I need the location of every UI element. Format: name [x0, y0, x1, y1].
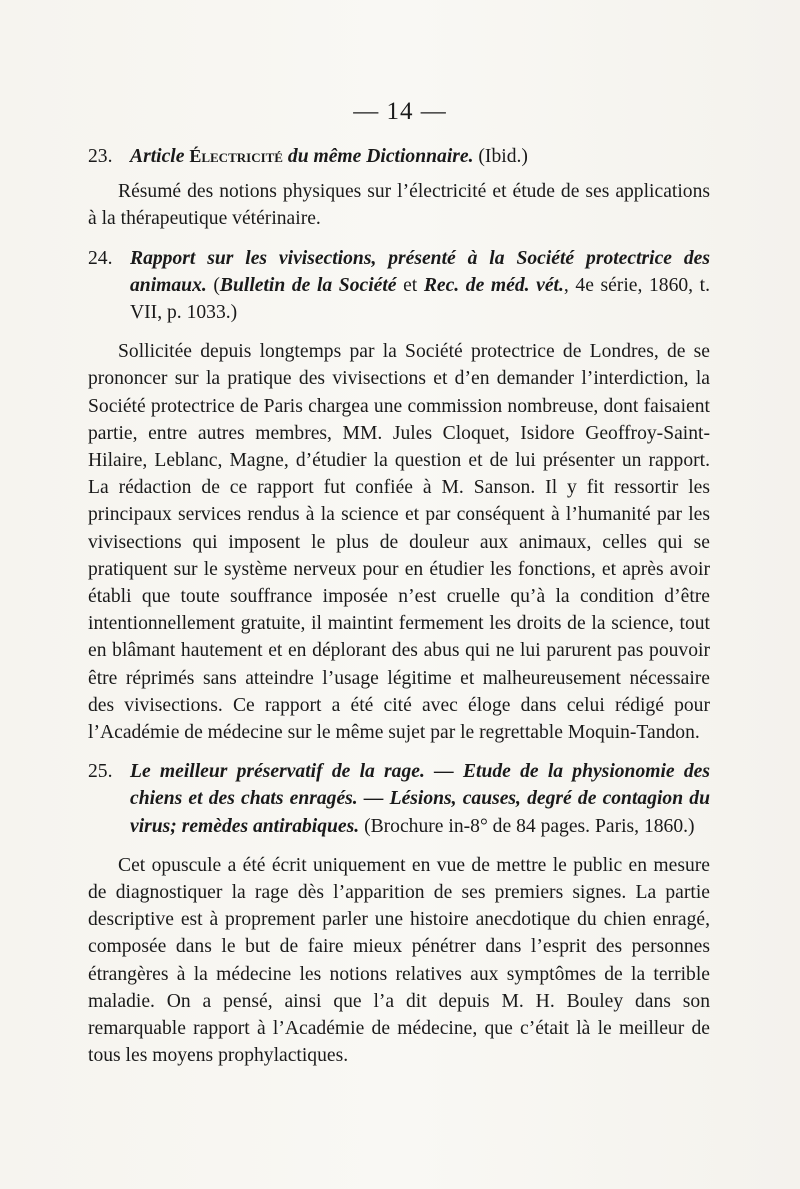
entry-title-italic-2: du même Dictionnaire. [287, 146, 474, 167]
entry-source: (Ibid.) [478, 146, 528, 167]
entry-source: (Brochure in-8° de 84 pages. Paris, 1860.) [364, 815, 695, 837]
entry-number: 25. [88, 761, 113, 783]
entry-source-plain-2: , 4e série, 1860, t. VII, p. 1033.) [130, 274, 711, 324]
entry-23-body: Résumé des notions physiques sur l’électricité et étude de ses applications à la thérapeutique vétérinaire. [88, 181, 710, 230]
entry-23-heading [88, 143, 710, 170]
entry-number: 23. [88, 146, 113, 167]
entry-source-italic: Bulletin de la Société [219, 274, 397, 296]
entry-title-italic: Article [130, 146, 185, 167]
entry-source-open: ( [213, 274, 220, 296]
entry-25-body: Cet opuscule a été écrit uniquement en vue de mettre le public en mesure de diagnostiquer la rage dès l’apparition de ses premiers signes. La partie descriptive est à proprement parler une histoire anecdotique du chien enragé, composée dans le but de faire mieux pénétrer dans l’esprit des personnes étrangères à la médecine les notions relatives aux symptômes de la terrible maladie. On a pensé, ainsi que l’a dit depuis M. H. Bouley dans son remarquable rapport à l’Académie de médecine, que c’était là le meilleur de tous les moyens prophylactiques. [88, 854, 710, 1067]
page-content [88, 143, 710, 1070]
page-number: — 14 — [353, 98, 447, 125]
entry-number: 24. [88, 247, 113, 269]
entry-source-italic-2: Rec. de méd. vét. [423, 274, 564, 296]
entry-25-heading [88, 758, 710, 840]
entry-24-heading [88, 245, 710, 327]
entry-title-italic: Rapport sur les vivisections, présenté à la Société protectrice des animaux. [130, 247, 710, 296]
entry-24-body: Sollicitée depuis longtemps par la Société protectrice de Londres, de se prononcer sur la pratique des vivisections et d’en demander l’interdiction, la Société protectrice de Paris chargea une commission nombreuse, dont faisaient partie, entre autres membres, MM. Jules Cloquet, Isidore Geoffroy-Saint-Hilaire, Leblanc, Magne, d’étudier la question et de lui présenter un rapport. La rédaction de ce rapport fut confiée à M. Sanson. Il y fit ressortir les principaux services rendus à la science et par conséquent à l’humanité par les vivisections qui imposent le plus de douleur aux animaux, celles qui se pratiquent sur le système nerveux pour en étudier les fonctions, et après avoir établi que toute souffrance imposée n’est cruelle qu’à la condition d’être intentionnellement gratuite, il maintint fermement les droits de la science, tout en blâmant hautement et en déplorant des abus qui ne lui parurent pas pouvoir être réprimés sans atteindre l’usage légitime et malheureusement nécessaire des vivisections. Ce rapport a été cité avec éloge dans celui rédigé pour l’Académie de médecine sur le même sujet par le regrettable Moquin-Tandon. [88, 341, 710, 744]
entry-source-plain: et [396, 274, 424, 296]
entry-title-italic: Le meilleur préservatif de la rage. — Etude de la physionomie des chiens et des chats enragés. — Lésions, causes, degré de contagion du virus; remèdes antirabiques. [130, 761, 710, 837]
entry-title-smallcaps: Électricité [189, 146, 283, 166]
